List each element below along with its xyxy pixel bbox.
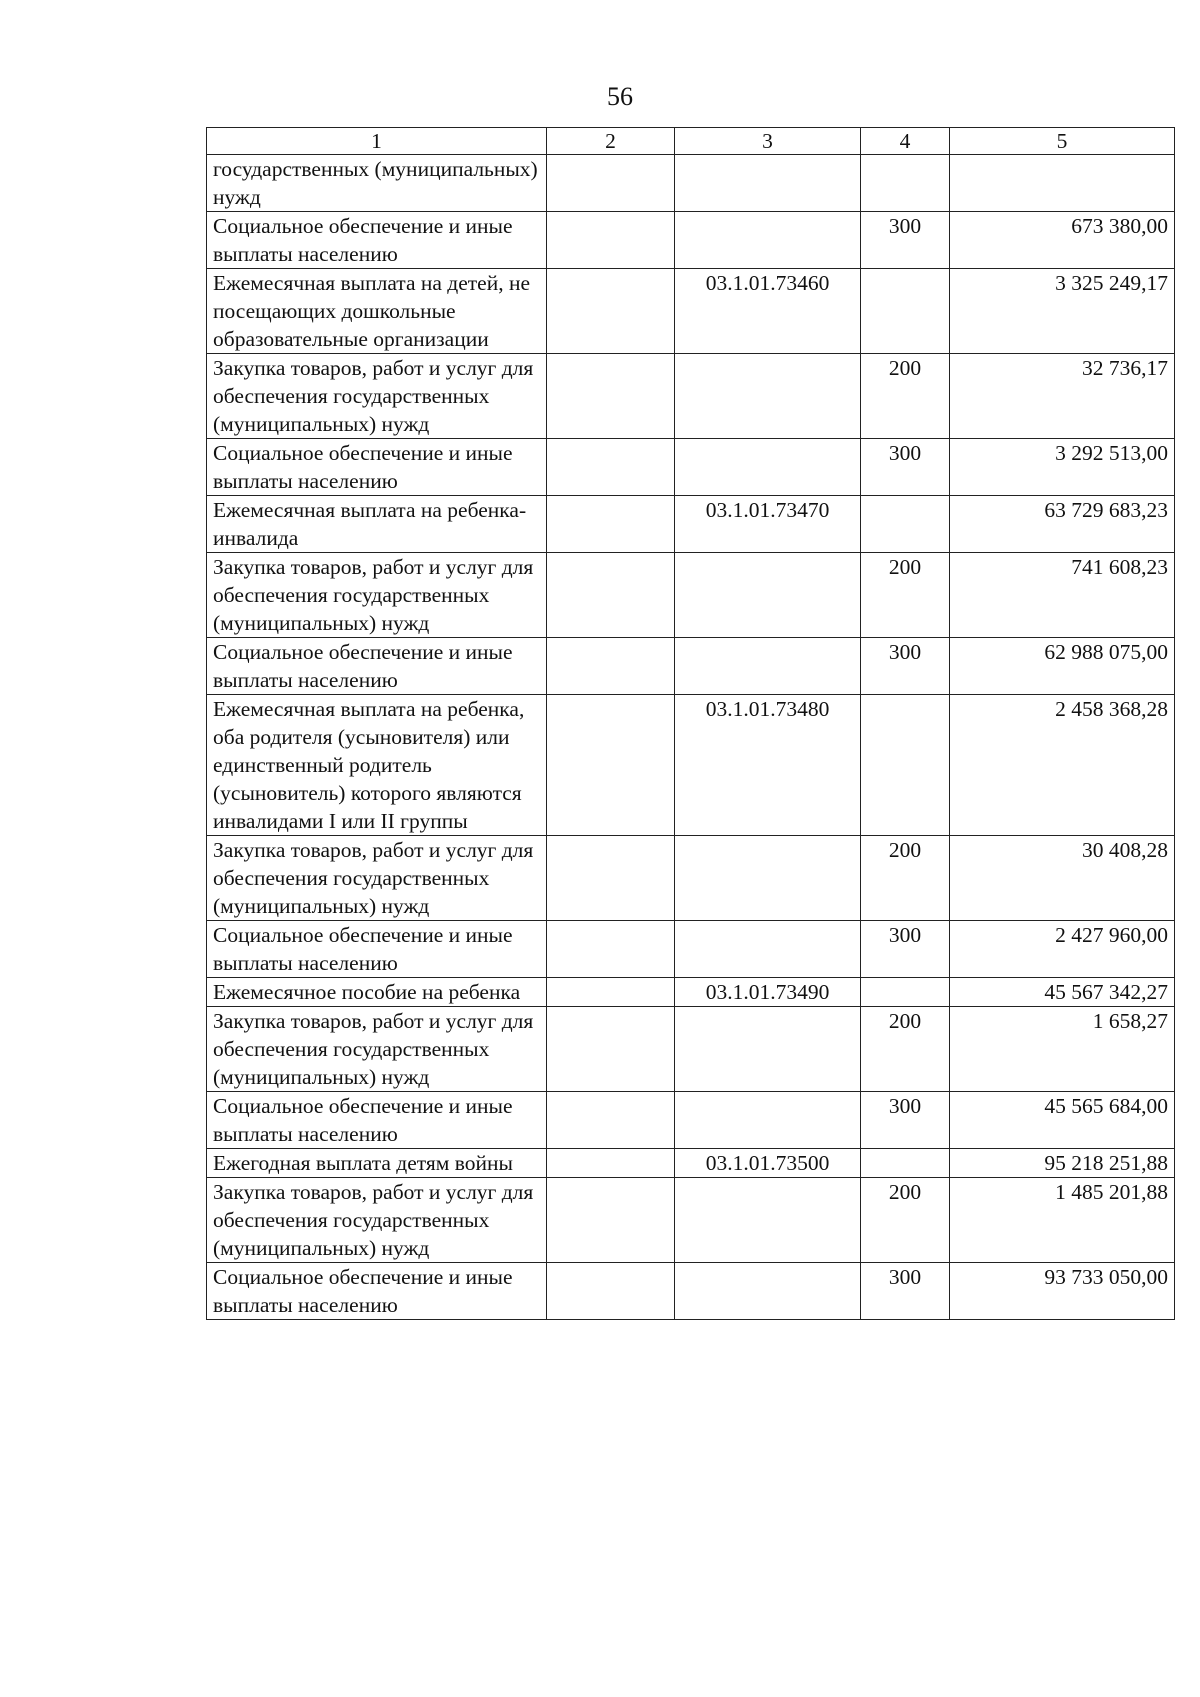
column-header-2: 2 bbox=[547, 128, 675, 155]
row-amount-cell: 93 733 050,00 bbox=[950, 1263, 1175, 1320]
row-type-cell: 300 bbox=[861, 921, 950, 978]
row-type-cell: 300 bbox=[861, 212, 950, 269]
table-row bbox=[207, 978, 1175, 1007]
row-col2-cell bbox=[547, 354, 675, 439]
row-type-cell: 300 bbox=[861, 1263, 950, 1320]
table-row bbox=[207, 1263, 1175, 1320]
row-name-cell: Ежемесячное пособие на ребенка bbox=[207, 978, 547, 1007]
row-name-cell: Ежегодная выплата детям войны bbox=[207, 1149, 547, 1178]
row-name-cell: Закупка товаров, работ и услуг для обеспечения государственных (муниципальных) нужд bbox=[207, 1178, 547, 1263]
row-code-cell: 03.1.01.73500 bbox=[675, 1149, 861, 1178]
row-col2-cell bbox=[547, 921, 675, 978]
row-amount-cell: 2 427 960,00 bbox=[950, 921, 1175, 978]
row-amount-cell: 45 567 342,27 bbox=[950, 978, 1175, 1007]
row-col2-cell bbox=[547, 496, 675, 553]
table-row bbox=[207, 921, 1175, 978]
row-type-cell bbox=[861, 1149, 950, 1178]
row-col2-cell bbox=[547, 1149, 675, 1178]
row-code-cell bbox=[675, 1092, 861, 1149]
row-code-cell bbox=[675, 1178, 861, 1263]
row-amount-cell: 32 736,17 bbox=[950, 354, 1175, 439]
table-row bbox=[207, 354, 1175, 439]
row-type-cell: 300 bbox=[861, 439, 950, 496]
row-amount-cell: 741 608,23 bbox=[950, 553, 1175, 638]
row-code-cell bbox=[675, 836, 861, 921]
row-type-cell: 200 bbox=[861, 354, 950, 439]
table-row bbox=[207, 1149, 1175, 1178]
row-name-cell: Ежемесячная выплата на ребенка-инвалида bbox=[207, 496, 547, 553]
column-header-3: 3 bbox=[675, 128, 861, 155]
row-col2-cell bbox=[547, 1007, 675, 1092]
table-row bbox=[207, 1007, 1175, 1092]
row-name-cell: Ежемесячная выплата на детей, не посещающих дошкольные образовательные организации bbox=[207, 269, 547, 354]
row-code-cell: 03.1.01.73480 bbox=[675, 695, 861, 836]
row-amount-cell: 1 658,27 bbox=[950, 1007, 1175, 1092]
row-name-cell: Социальное обеспечение и иные выплаты населению bbox=[207, 921, 547, 978]
row-col2-cell bbox=[547, 978, 675, 1007]
row-type-cell bbox=[861, 978, 950, 1007]
table-row bbox=[207, 1178, 1175, 1263]
row-col2-cell bbox=[547, 269, 675, 354]
row-col2-cell bbox=[547, 553, 675, 638]
row-amount-cell: 62 988 075,00 bbox=[950, 638, 1175, 695]
table-row bbox=[207, 1092, 1175, 1149]
row-amount-cell: 3 325 249,17 bbox=[950, 269, 1175, 354]
row-col2-cell bbox=[547, 439, 675, 496]
row-code-cell bbox=[675, 638, 861, 695]
table-row bbox=[207, 496, 1175, 553]
column-header-1: 1 bbox=[207, 128, 547, 155]
row-amount-cell: 45 565 684,00 bbox=[950, 1092, 1175, 1149]
row-col2-cell bbox=[547, 695, 675, 836]
row-type-cell bbox=[861, 695, 950, 836]
row-name-cell: Закупка товаров, работ и услуг для обеспечения государственных (муниципальных) нужд bbox=[207, 553, 547, 638]
row-col2-cell bbox=[547, 1178, 675, 1263]
row-name-cell: Социальное обеспечение и иные выплаты населению bbox=[207, 1092, 547, 1149]
row-code-cell bbox=[675, 1007, 861, 1092]
row-type-cell: 300 bbox=[861, 1092, 950, 1149]
table-row bbox=[207, 638, 1175, 695]
row-amount-cell: 95 218 251,88 bbox=[950, 1149, 1175, 1178]
table-body bbox=[207, 155, 1175, 1320]
row-col2-cell bbox=[547, 638, 675, 695]
row-type-cell bbox=[861, 155, 950, 212]
row-type-cell: 200 bbox=[861, 1007, 950, 1092]
row-name-cell: Социальное обеспечение и иные выплаты населению bbox=[207, 638, 547, 695]
row-name-cell: Закупка товаров, работ и услуг для обеспечения государственных (муниципальных) нужд bbox=[207, 354, 547, 439]
row-code-cell bbox=[675, 553, 861, 638]
row-type-cell: 200 bbox=[861, 553, 950, 638]
row-code-cell: 03.1.01.73470 bbox=[675, 496, 861, 553]
row-code-cell bbox=[675, 354, 861, 439]
row-amount-cell: 1 485 201,88 bbox=[950, 1178, 1175, 1263]
row-code-cell bbox=[675, 212, 861, 269]
row-code-cell bbox=[675, 921, 861, 978]
row-name-cell: Социальное обеспечение и иные выплаты населению bbox=[207, 1263, 547, 1320]
row-type-cell bbox=[861, 496, 950, 553]
row-name-cell: Закупка товаров, работ и услуг для обеспечения государственных (муниципальных) нужд bbox=[207, 1007, 547, 1092]
row-code-cell bbox=[675, 1263, 861, 1320]
row-name-cell: государственных (муниципальных) нужд bbox=[207, 155, 547, 212]
row-col2-cell bbox=[547, 1092, 675, 1149]
table-row bbox=[207, 695, 1175, 836]
budget-table bbox=[206, 127, 1175, 1320]
row-amount-cell bbox=[950, 155, 1175, 212]
table-row bbox=[207, 439, 1175, 496]
table-row bbox=[207, 553, 1175, 638]
column-header-4: 4 bbox=[861, 128, 950, 155]
column-header-5: 5 bbox=[950, 128, 1175, 155]
table-row bbox=[207, 212, 1175, 269]
row-code-cell bbox=[675, 439, 861, 496]
row-amount-cell: 2 458 368,28 bbox=[950, 695, 1175, 836]
row-name-cell: Ежемесячная выплата на ребенка, оба родителя (усыновителя) или единственный родитель (усыновитель) которого являются инвалидами I или II группы bbox=[207, 695, 547, 836]
table-row bbox=[207, 155, 1175, 212]
row-col2-cell bbox=[547, 212, 675, 269]
row-name-cell: Закупка товаров, работ и услуг для обеспечения государственных (муниципальных) нужд bbox=[207, 836, 547, 921]
table-row bbox=[207, 836, 1175, 921]
row-col2-cell bbox=[547, 836, 675, 921]
row-col2-cell bbox=[547, 155, 675, 212]
header-row bbox=[207, 128, 1175, 155]
row-type-cell: 200 bbox=[861, 1178, 950, 1263]
table-row bbox=[207, 269, 1175, 354]
row-amount-cell: 673 380,00 bbox=[950, 212, 1175, 269]
row-code-cell bbox=[675, 155, 861, 212]
page-number: 56 bbox=[607, 82, 633, 111]
row-code-cell: 03.1.01.73490 bbox=[675, 978, 861, 1007]
row-amount-cell: 63 729 683,23 bbox=[950, 496, 1175, 553]
row-name-cell: Социальное обеспечение и иные выплаты населению bbox=[207, 439, 547, 496]
row-name-cell: Социальное обеспечение и иные выплаты населению bbox=[207, 212, 547, 269]
row-col2-cell bbox=[547, 1263, 675, 1320]
row-code-cell: 03.1.01.73460 bbox=[675, 269, 861, 354]
row-amount-cell: 3 292 513,00 bbox=[950, 439, 1175, 496]
row-type-cell bbox=[861, 269, 950, 354]
row-type-cell: 300 bbox=[861, 638, 950, 695]
row-type-cell: 200 bbox=[861, 836, 950, 921]
row-amount-cell: 30 408,28 bbox=[950, 836, 1175, 921]
